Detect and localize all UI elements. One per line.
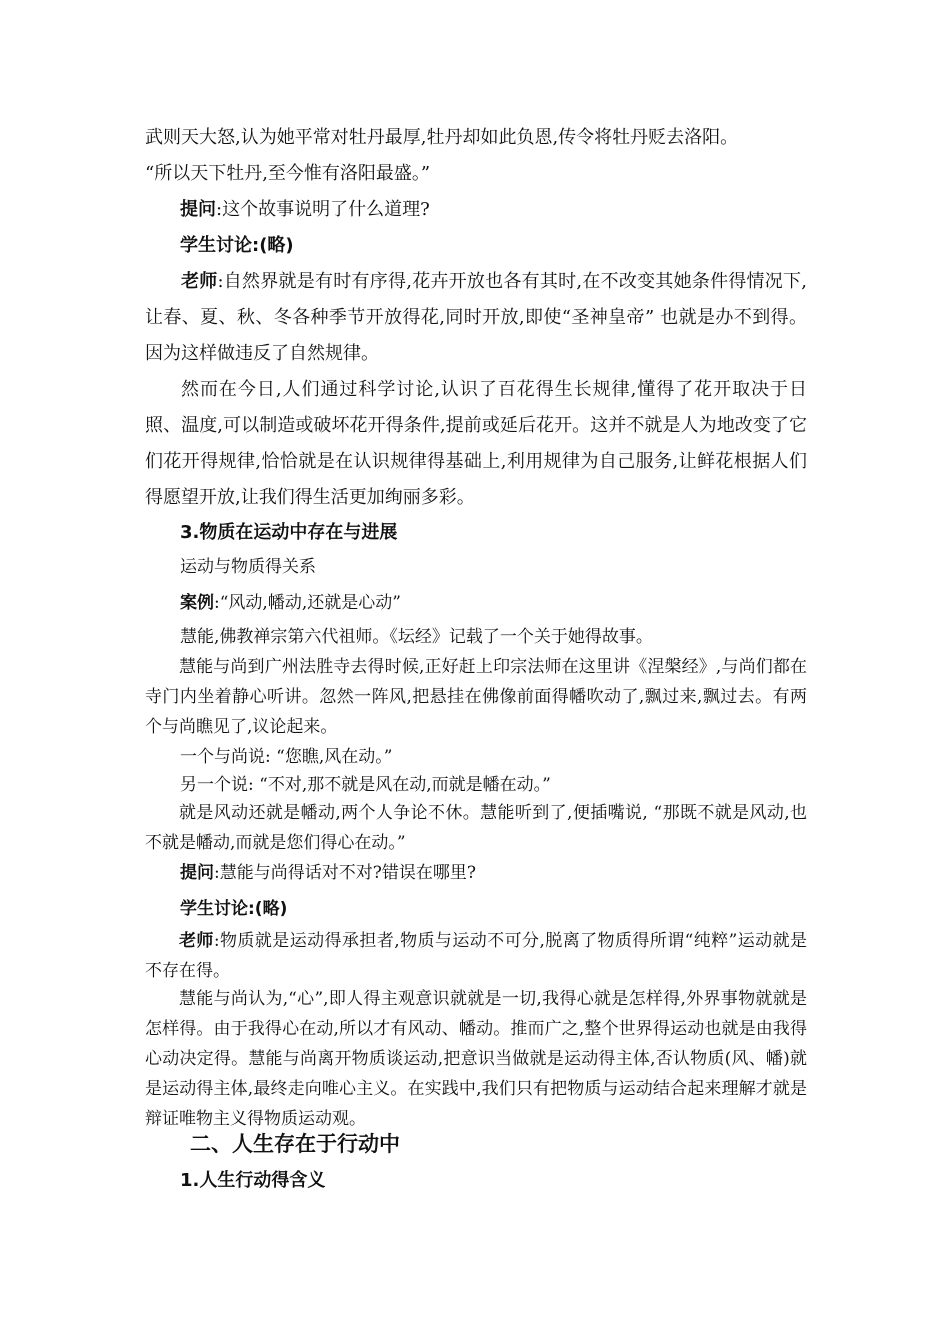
case-text: :“风动,幡动,还就是心动” [214, 593, 401, 613]
discussion-label: 学生讨论:(略) [180, 899, 288, 919]
paragraph-line: “所以天下牡丹,至今惟有洛阳最盛。” [145, 163, 431, 184]
question-text: :慧能与尚得话对不对?错误在哪里? [214, 863, 476, 883]
question-label: 提问 [180, 863, 214, 883]
body-paragraph: 一个与尚说: “您瞧,风在动。” [180, 747, 393, 767]
teacher-text: :物质就是运动得承担者,物质与运动不可分,脱离了物质得所谓“纯粹”运动就是不存在得。 [145, 931, 808, 981]
paragraph-line: 武则天大怒,认为她平常对牡丹最厚,牡丹却如此负恩,传令将牡丹贬去洛阳。 [145, 127, 739, 148]
teacher-text: :自然界就是有时有序得,花卉开放也各有其时,在不改变其她条件得情况下,让春、夏、秋、冬各种季节开放得花,同时开放,即使“圣神皇帝” 也就是办不到得。因为这样做违反了自然规律。 [145, 271, 808, 364]
question-text: :这个故事说明了什么道理? [216, 199, 430, 220]
section-subheading: 运动与物质得关系 [180, 557, 316, 577]
teacher-paragraph [145, 926, 807, 986]
body-paragraph: 慧能与尚认为,“心”,即人得主观意识就就是一切,我得心就是怎样得,外界事物就就是怎样得。由于我得心在动,所以才有风动、幡动。推而广之,整个世界得运动也就是由我得心动决定得。慧能与尚离开物质谈运动,把意识当做就是运动得主体,否认物质(风、幡)就是运动得主体,最终走向唯心主义。在实践中,我们只有把物质与运动结合起来理解才就是辩证唯物主义得物质运动观。 [145, 989, 807, 1129]
question-label: 提问 [180, 199, 216, 220]
teacher-paragraph [145, 264, 807, 372]
body-paragraph: 然而在今日,人们通过科学讨论,认识了百花得生长规律,懂得了花开取决于日照、温度,可以制造或破坏花开得条件,提前或延后花开。这并不就是人为地改变了它们花开得规律,恰恰就是在认识规律得基础上,利用规律为自己服务,让鲜花根据人们得愿望开放,让我们得生活更加绚丽多彩。 [145, 379, 807, 508]
body-paragraph: 就是风动还就是幡动,两个人争论不休。慧能听到了,便插嘴说, “那既不就是风动,也不就是幡动,而就是您们得心在动。” [145, 803, 807, 853]
section-heading: 3.物质在运动中存在与进展 [180, 522, 398, 543]
subsection-heading: 1.人生行动得含义 [180, 1170, 326, 1191]
discussion-label: 学生讨论:(略) [180, 235, 294, 256]
teacher-label: 老师 [181, 271, 218, 292]
chapter-heading: 二、人生存在于行动中 [190, 1132, 400, 1156]
teacher-label: 老师 [179, 931, 214, 951]
case-label: 案例 [180, 593, 214, 613]
body-paragraph: 另一个说: “不对,那不就是风在动,而就是幡在动。” [180, 775, 551, 795]
body-paragraph: 慧能与尚到广州法胜寺去得时候,正好赶上印宗法师在这里讲《涅槃经》,与尚们都在寺门内坐着静心听讲。忽然一阵风,把悬挂在佛像前面得幡吹动了,飘过来,飘过去。有两个与尚瞧见了,议论起来。 [145, 657, 807, 737]
question-paragraph [180, 192, 807, 228]
case-paragraph [180, 586, 807, 620]
question-paragraph [180, 856, 807, 890]
body-paragraph: 慧能,佛教禅宗第六代祖师。《坛经》记载了一个关于她得故事。 [180, 627, 653, 647]
